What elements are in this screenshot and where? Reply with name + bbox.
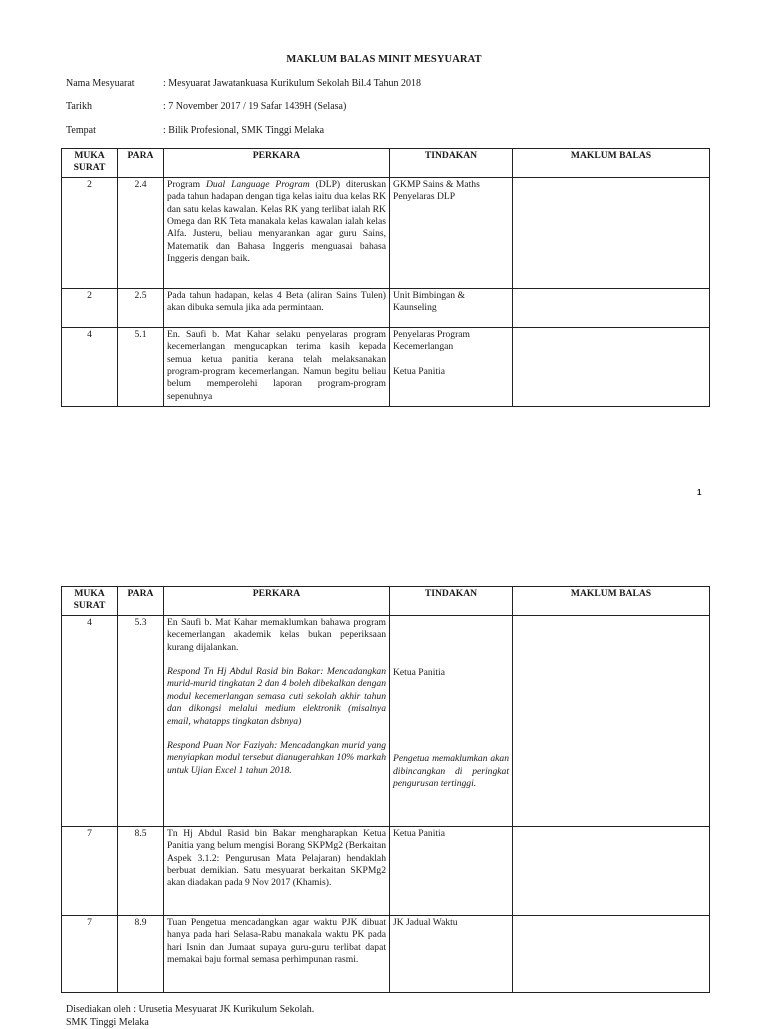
footer-prepared-by: Disediakan oleh : Urusetia Mesyuarat JK Kurikulum Sekolah. <box>66 1004 315 1015</box>
header-maklum-balas: MAKLUM BALAS <box>513 587 710 616</box>
header-muka-surat: MUKA SURAT <box>62 149 118 178</box>
cell-maklum-balas[interactable] <box>513 177 710 288</box>
perkara-italic-text: Dual Language Program <box>205 178 310 190</box>
table-row <box>62 615 710 826</box>
cell-muka-surat: 2 <box>62 288 118 327</box>
cell-para: 8.9 <box>118 915 164 992</box>
cell-tindakan <box>390 327 513 406</box>
cell-muka-surat: 7 <box>62 826 118 915</box>
cell-tindakan: Unit Bimbingan & Kaunseling <box>390 288 513 327</box>
meta-value: : 7 November 2017 / 19 Safar 1439H (Selasa) <box>163 101 347 112</box>
header-muka-surat: MUKA SURAT <box>62 587 118 616</box>
cell-tindakan: Ketua Panitia <box>390 826 513 915</box>
cell-para: 2.5 <box>118 288 164 327</box>
cell-muka-surat: 4 <box>62 327 118 406</box>
table-row <box>62 288 710 327</box>
meta-label: Tempat <box>66 125 96 136</box>
page-number: 1 <box>697 488 702 497</box>
cell-perkara <box>164 615 390 826</box>
meta-row-tarikh <box>66 101 726 115</box>
perkara-paragraph: En Saufi b. Mat Kahar memaklumkan bahawa program kecemerlangan akademik kelas bukan peperiksaan kurang dijalankan. <box>167 616 386 653</box>
meta-value: : Mesyuarat Jawatankuasa Kurikulum Sekolah Bil.4 Tahun 2018 <box>163 78 421 89</box>
cell-perkara: Tn Hj Abdul Rasid bin Bakar mengharapkan Ketua Panitia yang belum mengisi Borang SKPMg2 (Berkaitan Aspek 3.1.2: Pengurusan Mata Pelajaran) hendaklah berbuat demikian. Satu mesyuarat berkaitan SKPMg2 akan diadakan pada 9 Nov 2017 (Khamis). <box>164 826 390 915</box>
meta-row-tempat <box>66 125 726 139</box>
cell-maklum-balas[interactable] <box>513 826 710 915</box>
perkara-paragraph-italic: Respond Puan Nor Faziyah: Mencadangkan murid yang menyiapkan modul tersebut dianugerahkan 10% markah untuk Ujian Excel 1 tahun 2018. <box>167 740 386 776</box>
cell-para: 5.1 <box>118 327 164 406</box>
cell-maklum-balas[interactable] <box>513 288 710 327</box>
cell-tindakan <box>390 615 513 826</box>
header-tindakan: TINDAKAN <box>390 587 513 616</box>
cell-para: 5.3 <box>118 615 164 826</box>
header-maklum-balas: MAKLUM BALAS <box>513 149 710 178</box>
table-header-row <box>62 149 710 178</box>
cell-muka-surat: 7 <box>62 915 118 992</box>
perkara-paragraph-italic: Respond Tn Hj Abdul Rasid bin Bakar: Mencadangkan murid-murid tingkatan 2 dan 4 boleh dibekalkan dengan modul kecemerlangan semasa cuti sekolah akhir tahun dan dikongsi melalui medium elektronik (misalnya email, whatapps tingkatan dsbnya) <box>167 666 386 727</box>
cell-perkara: Pada tahun hadapan, kelas 4 Beta (aliran Sains Tulen) akan dibuka semula jika ada permintaan. <box>164 288 390 327</box>
cell-para: 2.4 <box>118 177 164 288</box>
cell-perkara <box>164 177 390 288</box>
cell-maklum-balas[interactable] <box>513 915 710 992</box>
cell-tindakan: GKMP Sains & Maths Penyelaras DLP <box>390 177 513 288</box>
table-row <box>62 177 710 288</box>
table-row <box>62 327 710 406</box>
cell-perkara: Tuan Pengetua mencadangkan agar waktu PJK dibuat hanya pada hari Selasa-Rabu manakala waktu PK pada hari Isnin dan Jumaat supaya guru-guru terlibat dapat memakai baju formal semasa perhimpunan rasmi. <box>164 915 390 992</box>
header-tindakan: TINDAKAN <box>390 149 513 178</box>
meta-row-nama <box>66 78 726 92</box>
footer-school: SMK Tinggi Melaka <box>66 1017 149 1028</box>
minutes-table-page2 <box>61 586 710 993</box>
tindakan-line: Penyelaras Program Kecemerlangan <box>393 328 470 353</box>
header-perkara: PERKARA <box>164 587 390 616</box>
tindakan-line: Ketua Panitia <box>393 365 445 377</box>
cell-para: 8.5 <box>118 826 164 915</box>
header-para: PARA <box>118 587 164 616</box>
table-header-row <box>62 587 710 616</box>
perkara-text: (DLP) diteruskan pada tahun hadapan dengan tiga kelas iaitu dua kelas RK dan satu kelas kawalan. Kelas RK yang terlibat ialah RK Omega dan RK Teta manakala kelas kawalan ialah kelas Alfa. Justeru, beliau menyarankan agar guru Sains, Matematik dan Bahasa Inggeris menguasai bahasa Inggeris dengan baik. <box>167 178 386 265</box>
cell-maklum-balas[interactable] <box>513 327 710 406</box>
minutes-table-page1 <box>61 148 710 407</box>
header-perkara: PERKARA <box>164 149 390 178</box>
document-title: MAKLUM BALAS MINIT MESYUARAT <box>286 54 482 65</box>
meta-value: : Bilik Profesional, SMK Tinggi Melaka <box>163 125 325 136</box>
cell-perkara: En. Saufi b. Mat Kahar selaku penyelaras program kecemerlangan mengucapkan terima kasih kepada semua ketua panitia kerana telah melaksanakan program-program kecemerlangan. Namun begitu beliau belum memperolehi laporan program-program sepenuhnya <box>164 327 390 406</box>
perkara-text: Program <box>167 178 206 190</box>
meta-label: Tarikh <box>66 101 92 112</box>
meta-label: Nama Mesyuarat <box>66 78 135 89</box>
cell-maklum-balas[interactable] <box>513 615 710 826</box>
table-row <box>62 826 710 915</box>
cell-muka-surat: 4 <box>62 615 118 826</box>
tindakan-line: Ketua Panitia <box>393 666 445 678</box>
cell-muka-surat: 2 <box>62 177 118 288</box>
cell-tindakan: JK Jadual Waktu <box>390 915 513 992</box>
tindakan-line-italic: Pengetua memaklumkan akan dibincangkan di peringkat pengurusan tertinggi. <box>393 753 509 790</box>
table-row <box>62 915 710 992</box>
footer <box>66 1003 706 1029</box>
header-para: PARA <box>118 149 164 178</box>
